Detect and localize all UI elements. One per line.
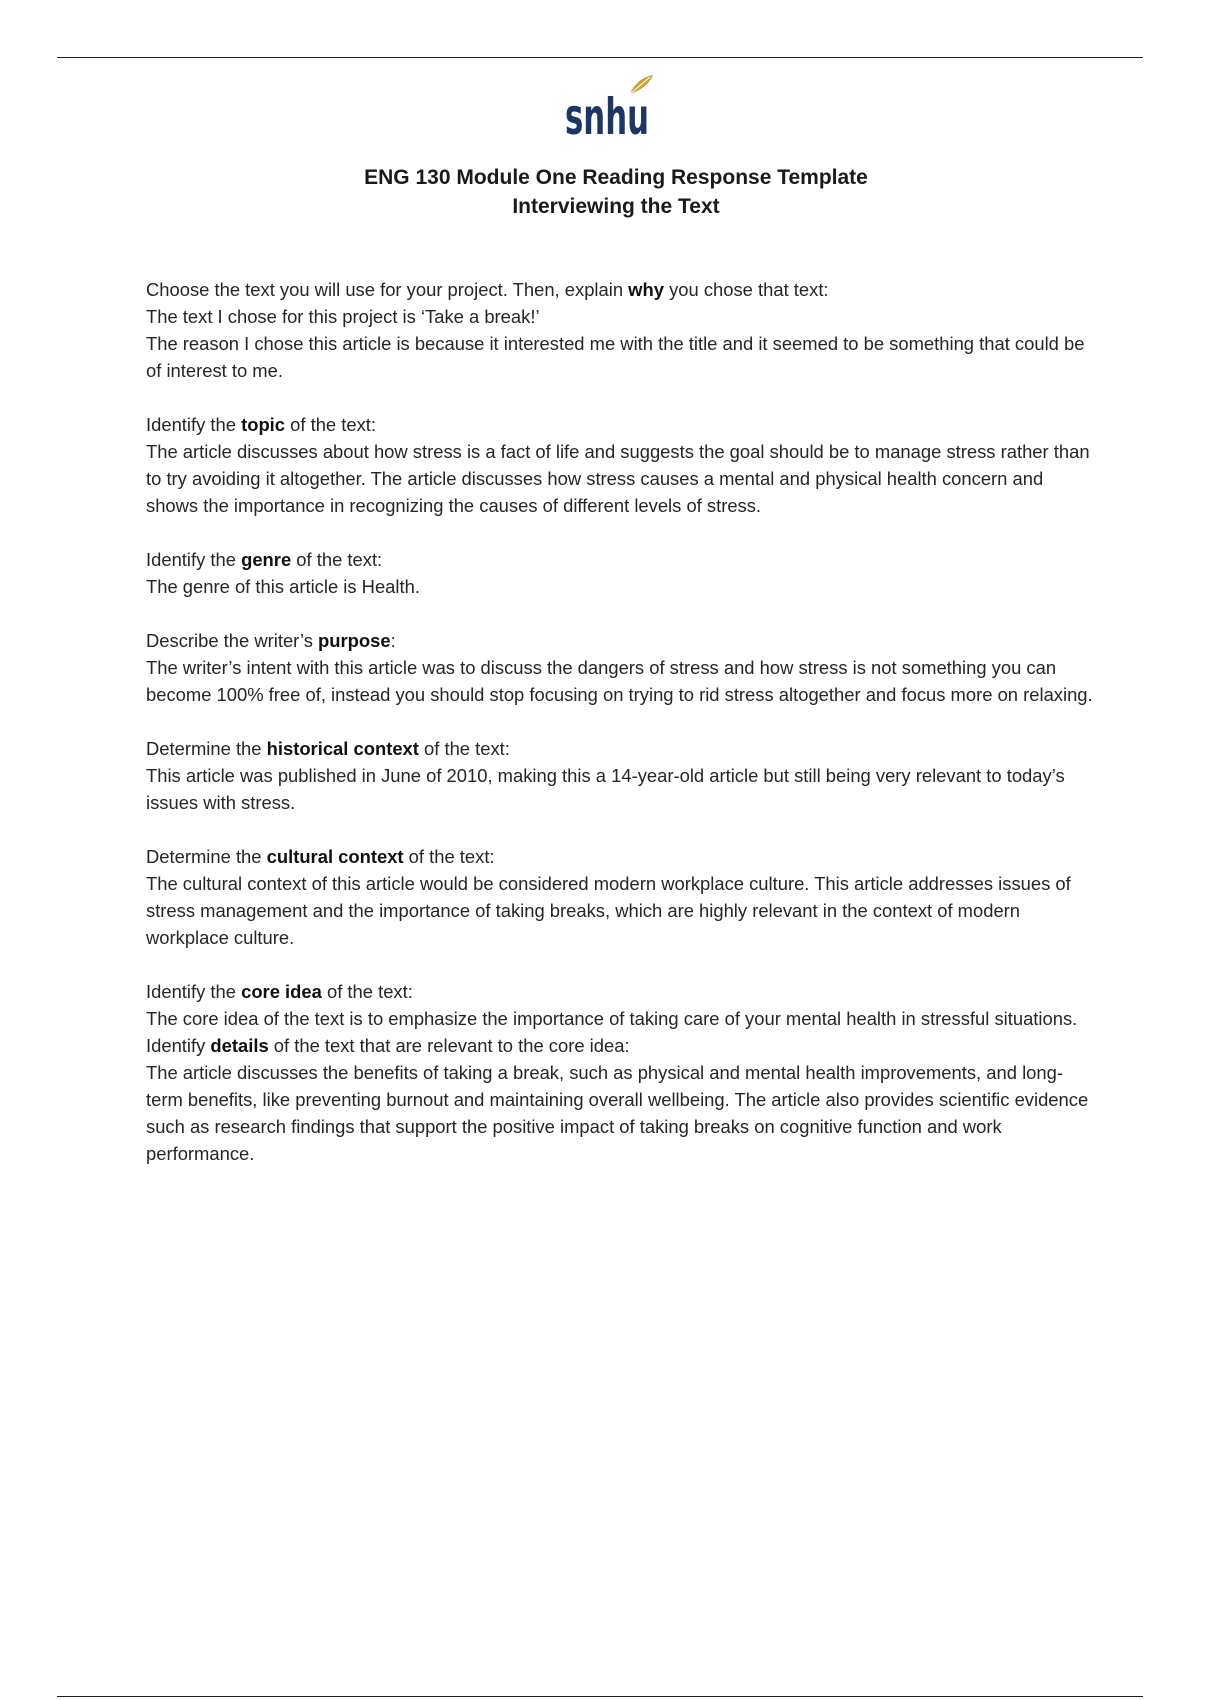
prompt: Determine the historical context of the text: [146,738,510,759]
response-content [146,276,1096,1167]
prompt: Identify the genre of the text: [146,549,383,570]
prompt: Identify details of the text that are relevant to the core idea: [146,1035,630,1056]
document-subtitle: Interviewing the Text [512,195,720,218]
svg-text:snhu: snhu [565,88,649,146]
section-core-idea [146,978,1096,1032]
answer: The genre of this article is Health. [146,576,420,597]
section-historical-context [146,735,1096,816]
prompt: Choose the text you will use for your project. Then, explain why you chose that text: [146,279,829,300]
answer: The article discusses the benefits of taking a break, such as physical and mental health improvements, and long-term benefits, like preventing burnout and maintaining overall wellbeing. The article also provides scientific evidence such as research findings that support the positive impact of taking breaks on cognitive function and work performance. [146,1062,1089,1164]
logo-wordmark-icon [565,74,662,146]
answer: The text I chose for this project is ‘Take a break!’ [146,306,540,327]
answer: The writer’s intent with this article was to discuss the dangers of stress and how stress is not something you can become 100% free of, instead you should stop focusing on trying to rid stress altogether and focus more on relaxing. [146,657,1093,705]
section-topic [146,411,1096,519]
document-title: ENG 130 Module One Reading Response Template [364,166,868,189]
section-genre [146,546,1096,600]
top-rule [57,57,1143,58]
section-cultural-context [146,843,1096,951]
answer: The cultural context of this article would be considered modern workplace culture. This article addresses issues of stress management and the importance of taking breaks, which are highly relevant in the context of modern workplace culture. [146,873,1071,948]
answer: The core idea of the text is to emphasize the importance of taking care of your mental health in stressful situations. [146,1008,1078,1029]
document-header [0,163,1232,221]
bottom-rule [57,1696,1143,1697]
snhu-logo [565,74,662,146]
prompt: Describe the writer’s purpose: [146,630,396,651]
prompt: Identify the core idea of the text: [146,981,413,1002]
prompt: Identify the topic of the text: [146,414,377,435]
answer: The article discusses about how stress is a fact of life and suggests the goal should be to manage stress rather than to try avoiding it altogether. The article discusses how stress causes a mental and physical health concern and shows the importance in recognizing the causes of different levels of stress. [146,441,1090,516]
section-details [146,1032,1096,1167]
prompt: Determine the cultural context of the text: [146,846,495,867]
section-why [146,276,1096,384]
answer: The reason I chose this article is because it interested me with the title and it seemed to be something that could be of interest to me. [146,333,1085,381]
section-purpose [146,627,1096,708]
answer: This article was published in June of 2010, making this a 14-year-old article but still being very relevant to today’s issues with stress. [146,765,1065,813]
